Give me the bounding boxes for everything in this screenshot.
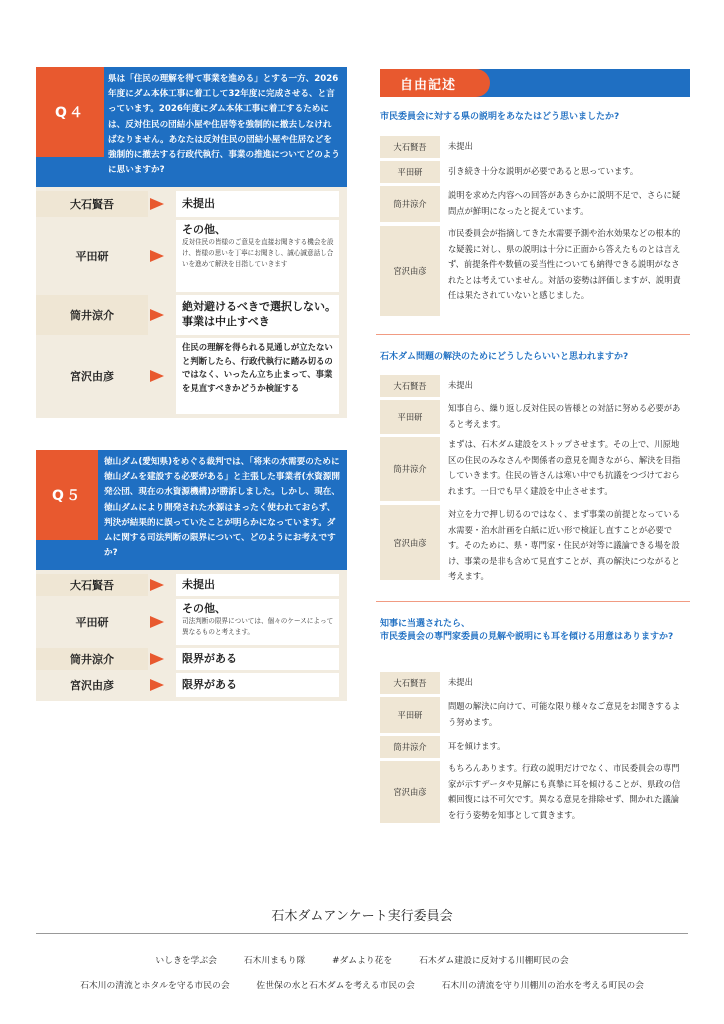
org-name: 石木川の清流を守り川棚川の治水を考える町民の会 bbox=[441, 981, 644, 991]
answer-main: その他、 bbox=[182, 602, 226, 615]
q5-answer-row bbox=[36, 673, 347, 697]
candidate-name: 大石賢吾 bbox=[380, 375, 440, 397]
candidate-name: 宮沢由彦 bbox=[36, 338, 148, 414]
answer-text: 未提出 bbox=[448, 677, 473, 687]
candidate-name: 大石賢吾 bbox=[380, 672, 440, 694]
q5-answer-row bbox=[36, 648, 347, 670]
q4-question: 県は「住民の理解を得て事業を進める」とする一方、2026年度にダム本体工事に着工して32年度に完成させる、と言っています。2026年度にダム本体工事に着工するためには、反対住民の団結小屋や住居等を強制的に撤去しなければなりません。あなたは反対住民の団結小屋や住居などを強制的に撤去する行政代執行、事業の推進についてどのように思いますか? bbox=[108, 74, 340, 176]
answer-text: 未提出 bbox=[448, 380, 473, 390]
answer-cell bbox=[176, 574, 339, 596]
candidate-name: 宮沢由彦 bbox=[380, 226, 440, 316]
footer-org-row-2 bbox=[0, 978, 724, 991]
answer-cell bbox=[176, 220, 339, 292]
q4-answer-row bbox=[36, 191, 347, 217]
candidate-name: 大石賢吾 bbox=[36, 574, 148, 596]
candidate-name: 大石賢吾 bbox=[380, 136, 440, 158]
answer-main: 限界がある bbox=[182, 652, 237, 665]
answer-text: 耳を傾けます。 bbox=[448, 741, 506, 751]
free-answer-row bbox=[380, 375, 690, 397]
free-question-1: 市民委員会に対する県の説明をあなたはどう思いましたか? bbox=[380, 112, 620, 122]
q5-block bbox=[36, 450, 347, 701]
answer-text: まずは、石木ダム建設をストップさせます。その上で、川原地区の住民のみなさんや関係者の意見を聞きながら、解決を目指していきます。住民の皆さんは寒い中でも抗議をつづけておられます。一日でも早く建設を中止させます。 bbox=[448, 439, 681, 496]
answer-main: その他、 bbox=[182, 223, 226, 236]
candidate-name: 大石賢吾 bbox=[36, 191, 148, 217]
answer-main: 住民の理解を得られる見通しが立たないと判断したら、行政代執行に踏み切るのではなく、いったん立ち止まって、事業を見直すべきかどうか検証する bbox=[182, 342, 333, 393]
arrow-icon bbox=[150, 653, 164, 665]
candidate-name: 平田研 bbox=[36, 220, 148, 292]
q4-answer-row bbox=[36, 295, 347, 335]
free-answer-row bbox=[380, 437, 690, 501]
free-answer-row bbox=[380, 697, 690, 733]
arrow-icon bbox=[150, 616, 164, 628]
arrow-icon bbox=[150, 579, 164, 591]
q5-header bbox=[36, 450, 347, 570]
q4-label: Q４ bbox=[36, 67, 104, 157]
org-name: 石木ダム建設に反対する川棚町民の会 bbox=[419, 956, 569, 966]
free-question-2: 石木ダム問題の解決のためにどうしたらいいと思われますか? bbox=[380, 352, 629, 362]
answer-text: もちろんあります。行政の説明だけでなく、市民委員会の専門家が示すデータや見解にも真摯に耳を傾けることが、県政の信頼回復には不可欠です。異なる意見を排除せず、開かれた議論を行う姿勢を知事として貫きます。 bbox=[448, 763, 681, 820]
q5-question: 徳山ダム(愛知県)をめぐる裁判では、「将来の水需要のために徳山ダムを建設する必要がある」と主張した事業者(水資源開発公団、現在の水資源機構)が勝訴しました。しかし、現在、徳山ダムにより開発された水源はまったく使われておらず、判決が結果的に誤っていたことが明らかになっています。ダムに関する司法判断の限界について、どのようにお考えですか? bbox=[104, 457, 340, 559]
candidate-name: 筒井涼介 bbox=[36, 648, 148, 670]
q4-header bbox=[36, 67, 347, 187]
arrow-icon bbox=[150, 198, 164, 210]
free-answer-row bbox=[380, 736, 690, 758]
free-section-title: 自由記述 bbox=[380, 69, 490, 97]
answer-cell bbox=[176, 191, 339, 217]
free-answer-row bbox=[380, 161, 690, 183]
org-name: #ダムより花を bbox=[332, 956, 393, 966]
candidate-name: 宮沢由彦 bbox=[36, 673, 148, 697]
answer-main: 未提出 bbox=[182, 197, 215, 210]
free-answer-row bbox=[380, 136, 690, 158]
org-name: 佐世保の水と石木ダムを考える市民の会 bbox=[256, 981, 415, 991]
candidate-name: 筒井涼介 bbox=[36, 295, 148, 335]
candidate-name: 平田研 bbox=[36, 599, 148, 645]
answer-text: 市民委員会が指摘してきた水需要予測や治水効果などの根本的な疑義に対し、県の説明は十分に正面から答えたものとは言えず、前提条件や数値の妥当性についても納得できる説明がなされたとは考えていません。対話の姿勢は評価しますが、説明責任は果たされていないと感じました。 bbox=[448, 228, 681, 300]
committee-name: 石木ダムアンケート実行委員会 bbox=[271, 909, 453, 924]
q4-answer-row bbox=[36, 220, 347, 292]
answer-main: 限界がある bbox=[182, 678, 237, 691]
answer-text: 説明を求めた内容への回答があきらかに説明不足で、さらに疑問点が鮮明になったと捉えています。 bbox=[448, 190, 681, 216]
candidate-name: 平田研 bbox=[380, 161, 440, 183]
free-answer-row bbox=[380, 400, 690, 434]
section-divider bbox=[376, 601, 690, 602]
answer-text: 対立を力で押し切るのではなく、まず事業の前提となっている水需要・治水計画を白紙に近い形で検証し直すことが必要です。そのために、県・専門家・住民が対等に議論できる場を設け、事業の是非も含めて見直すことが、真の解決につながると考えます。 bbox=[448, 509, 681, 581]
org-name: 石木川まもり隊 bbox=[243, 956, 306, 966]
candidate-name: 平田研 bbox=[380, 400, 440, 434]
candidate-name: 宮沢由彦 bbox=[380, 761, 440, 823]
q5-label: Q５ bbox=[36, 450, 98, 540]
candidate-name: 平田研 bbox=[380, 697, 440, 733]
arrow-icon bbox=[150, 309, 164, 321]
answer-detail: 反対住民の皆様のご意見を直接お聞きする機会を設け、皆様の思いを丁寧にお聞きし、誠心誠意話し合いを進めて解決を目指していきます bbox=[182, 238, 334, 268]
candidate-name: 筒井涼介 bbox=[380, 186, 440, 222]
free-answer-row bbox=[380, 186, 690, 222]
answer-text: 問題の解決に向けて、可能な限り様々なご意見をお聞きするよう努めます。 bbox=[448, 701, 681, 727]
answer-cell bbox=[176, 673, 339, 697]
footer-divider bbox=[36, 933, 688, 934]
free-answer-row bbox=[380, 226, 690, 316]
free-answer-row bbox=[380, 761, 690, 823]
footer-org-row-1 bbox=[0, 953, 724, 966]
answer-text: 知事自ら、繰り返し反対住民の皆様との対話に努める必要があると考えます。 bbox=[448, 403, 681, 429]
q4-answer-row bbox=[36, 338, 347, 414]
answer-detail: 司法判断の限界については、個々のケースによって異なるものと考えます。 bbox=[182, 617, 334, 636]
answer-main: 絶対避けるべきで選択しない。事業は中止すべき bbox=[182, 300, 336, 328]
q4-block bbox=[36, 67, 347, 418]
arrow-icon bbox=[150, 679, 164, 691]
q5-answer-row bbox=[36, 574, 347, 596]
answer-text: 未提出 bbox=[448, 141, 473, 151]
section-divider bbox=[376, 334, 690, 335]
answer-cell bbox=[176, 599, 339, 645]
q5-answer-row bbox=[36, 599, 347, 645]
arrow-icon bbox=[150, 250, 164, 262]
candidate-name: 宮沢由彦 bbox=[380, 505, 440, 580]
org-name: いしきを学ぶ会 bbox=[155, 956, 217, 966]
answer-cell bbox=[176, 338, 339, 414]
candidate-name: 筒井涼介 bbox=[380, 437, 440, 501]
org-name: 石木川の清流とホタルを守る市民の会 bbox=[80, 981, 230, 991]
free-answer-row bbox=[380, 505, 690, 580]
arrow-icon bbox=[150, 370, 164, 382]
answer-cell bbox=[176, 295, 339, 335]
free-question-3: 知事に当選されたら、 市民委員会の専門家委員の見解や説明にも耳を傾ける用意はありますか? bbox=[380, 619, 674, 642]
free-answer-row bbox=[380, 672, 690, 694]
answer-main: 未提出 bbox=[182, 578, 215, 591]
free-section-header bbox=[380, 69, 690, 97]
answer-text: 引き続き十分な説明が必要であると思っています。 bbox=[448, 166, 639, 176]
candidate-name: 筒井涼介 bbox=[380, 736, 440, 758]
answer-cell bbox=[176, 648, 339, 670]
